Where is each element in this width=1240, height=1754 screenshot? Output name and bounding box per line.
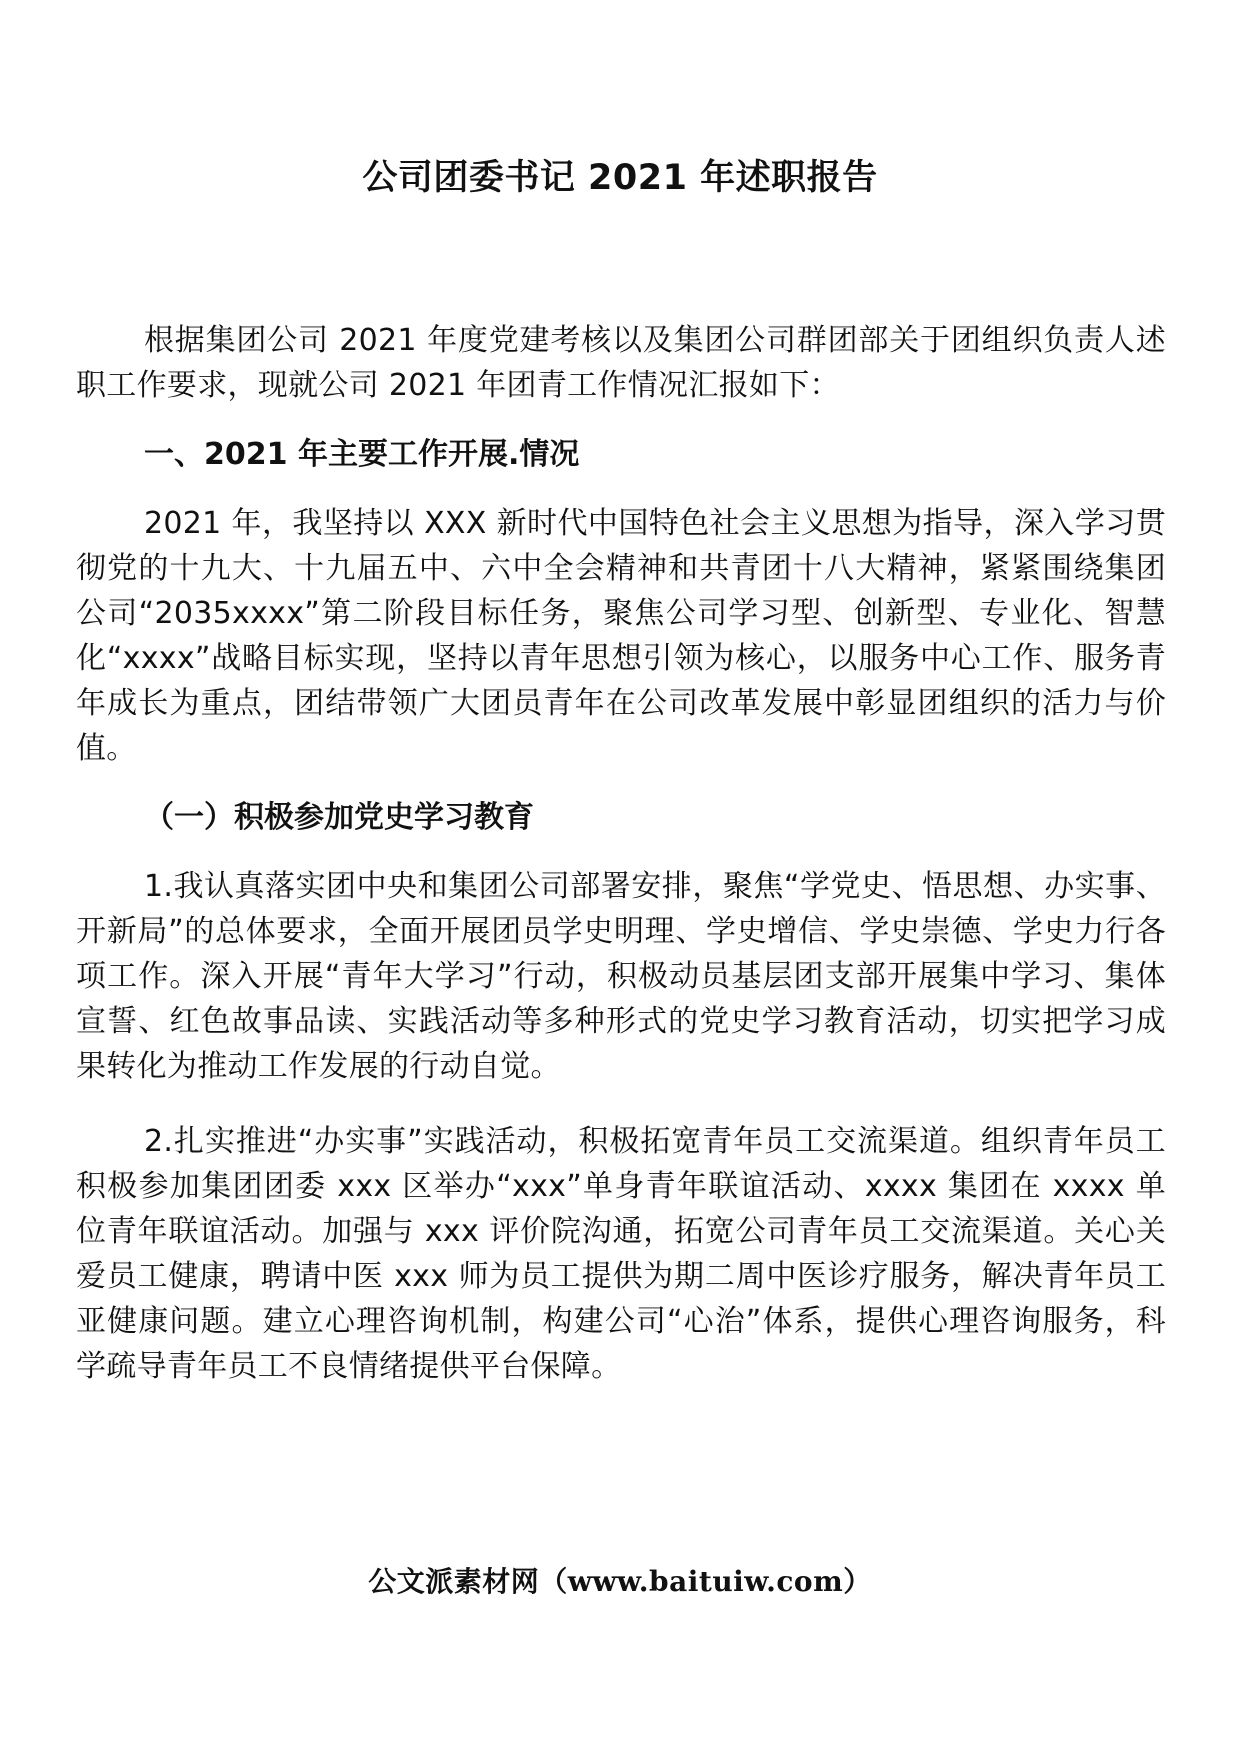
source-footer: 公文派素材网（www.baituiw.com） bbox=[368, 1565, 872, 1598]
section-heading-1: 一、2021 年主要工作开展.情况 bbox=[144, 437, 580, 472]
document-body bbox=[76, 318, 1166, 1389]
document-title: 公司团委书记 2021 年述职报告 bbox=[362, 158, 878, 198]
subsection-1-item-1: 1.我认真落实团中央和集团公司部署安排，聚焦“学党史、悟思想、办实事、开新局”的总体要求，全面开展团员学史明理、学史增信、学史崇德、学史力行各项工作。深入开展“青年大学习”行动，积极动员基层团支部开展集中学习、集体宣誓、红色故事品读、实践活动等多种形式的党史学习教育活动，切实把学习成果转化为推动工作发展的行动自觉。 bbox=[76, 869, 1166, 1084]
section-1-paragraph: 2021 年，我坚持以 XXX 新时代中国特色社会主义思想为指导，深入学习贯彻党的十九大、十九届五中、六中全会精神和共青团十八大精神，紧紧围绕集团公司“2035xxxx”第二阶段目标任务，聚焦公司学习型、创新型、专业化、智慧化“xxxx”战略目标实现，坚持以青年思想引领为核心，以服务中心工作、服务青年成长为重点，团结带领广大团员青年在公司改革发展中彰显团组织的活力与价值。 bbox=[76, 506, 1166, 766]
subsection-1-item-2: 2.扎实推进“办实事”实践活动，积极拓宽青年员工交流渠道。组织青年员工积极参加集团团委 xxx 区举办“xxx”单身青年联谊活动、xxxx 集团在 xxxx 单位青年联谊活动。加强与 xxx 评价院沟通，拓宽公司青年员工交流渠道。关心关爱员工健康，聘请中医 xxx 师为员工提供为期二周中医诊疗服务，解决青年员工亚健康问题。建立心理咨询机制，构建公司“心治”体系，提供心理咨询服务，科学疏导青年员工不良情绪提供平台保障。 bbox=[76, 1124, 1166, 1384]
subsection-heading-1: （一）积极参加党史学习教育 bbox=[144, 800, 534, 835]
intro-paragraph: 根据集团公司 2021 年度党建考核以及集团公司群团部关于团组织负责人述职工作要求，现就公司 2021 年团青工作情况汇报如下： bbox=[76, 323, 1166, 403]
